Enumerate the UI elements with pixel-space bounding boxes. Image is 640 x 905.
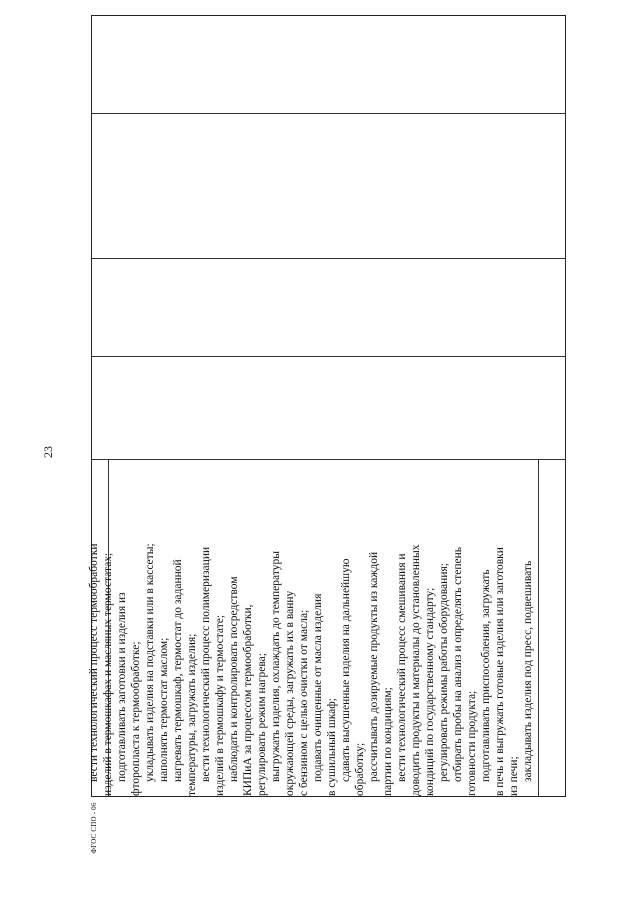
text-line: отбирать пробы на анализ и определять степень [452,546,464,782]
table-row-divider [91,356,566,357]
text-line: подготавливать приспособления, загружать [480,569,492,782]
table-row-divider [91,258,566,259]
text-line: вести технологический процесс полимеризации [200,546,212,782]
text-line: регулировать режимы работы оборудования; [438,563,450,782]
text-line: в сушильный шкаф; [326,698,338,796]
text-line: температуры, загружать изделия; [186,633,198,796]
text-line: окружающей среды, загружать их в ванну [284,590,296,796]
text-line: изделий в термошкафу и термостате; [214,614,226,796]
footer-document-code: ФГОС СПО - 06 [90,802,98,854]
text-line: вести технологический процесс термообработки [88,543,100,782]
text-line: в печь и выгружать готовые изделия или заготовки [494,547,506,796]
text-line: наблюдать и контролировать посредством [228,576,240,782]
page-number: 23 [41,446,55,458]
table-cell-text [87,470,535,796]
text-line: регулировать режим нагрева; [256,653,268,796]
text-line: доводить продукты и материалы до установленных [410,544,422,796]
text-line: выгружать изделия, охлаждать до температуры [270,551,282,782]
text-line: из печи; [508,756,520,796]
text-line: партии по кондициям; [382,687,394,796]
text-line: обработку; [354,742,366,796]
text-line: кондиций по государственному стандарту; [424,587,436,796]
text-line: изделий в термошкафах и масляных термостатах; [102,552,114,796]
text-line: вести технологический процесс смешивания и [396,553,408,782]
text-line: наполнять термостат маслом; [158,637,170,782]
table-row-divider [91,459,566,460]
text-line: подавать очищенные от масла изделия [312,593,324,782]
table-row-divider [91,113,566,114]
text-line: сдавать высушенные изделия на дальнейшую [340,558,352,782]
text-line: рассчитывать дозируемые продукты из каждой [368,551,380,782]
text-line: подготавливать заготовки и изделия из [116,592,128,782]
text-line: готовности продукта; [466,690,478,796]
text-line: с бензином с целью очистки от масла; [298,609,310,796]
text-line: укладывать изделия на подставки или в кассеты; [144,543,156,782]
text-line: закладывать изделия под пресс, подвешивать [522,560,534,782]
text-line: нагревать термошкаф, термостат до заданной [172,559,184,782]
text-line: КИПиА за процессом термообработки, [242,604,254,796]
table-column-divider [538,459,539,796]
text-line: фторопласта к термообработке; [130,641,142,796]
